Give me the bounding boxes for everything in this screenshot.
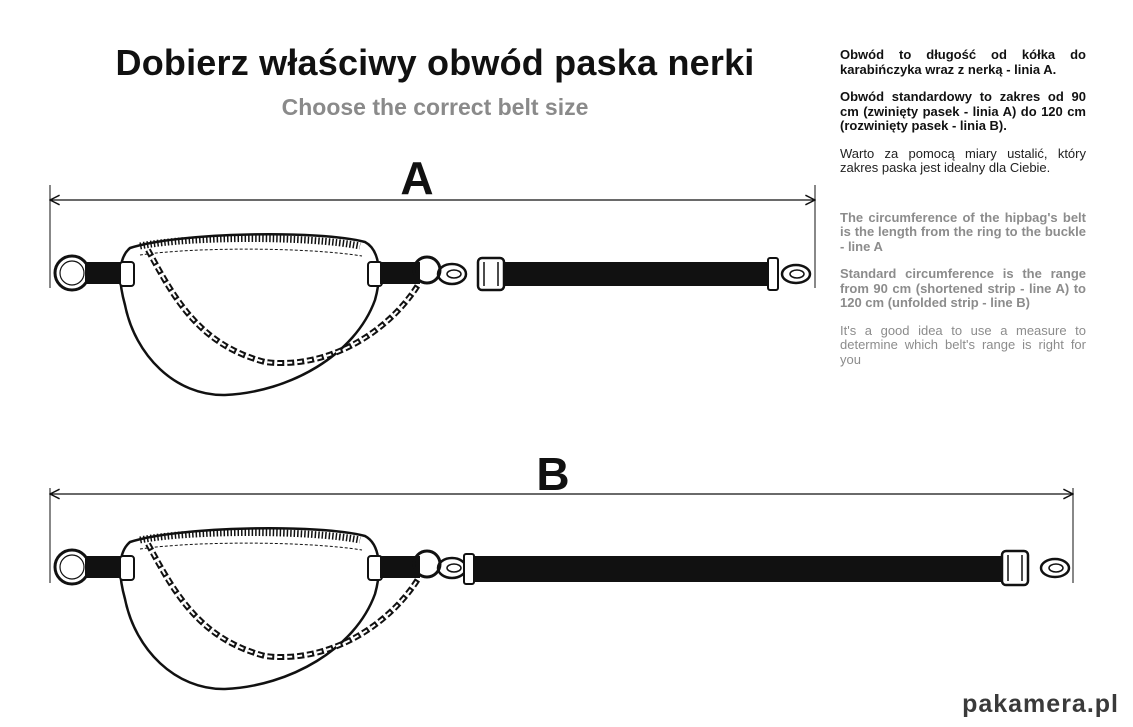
page-title: Dobierz właściwy obwód paska nerki — [115, 42, 755, 83]
note-en-advice: It's a good idea to use a measure to determine which belt's range is right for you — [840, 322, 1086, 367]
buckle-icon — [478, 258, 504, 290]
bag-body-icon — [120, 234, 379, 395]
note-pl-definition: Obwód to długość od kółka do karabińczyka wraz z nerką - linia A. — [840, 47, 1086, 77]
hipbag-a — [55, 234, 810, 395]
belt-strap-icon — [504, 262, 771, 286]
note-en-standard-range: Standard circumference is the range from 90 cm (shortened strip - line A) to 120 cm (unfolded strip - line B) — [840, 266, 1086, 310]
note-pl-standard-range: Obwód standardowy to zakres od 90 cm (zwinięty pasek - linia A) do 120 cm (rozwinięty pasek - linia B). — [840, 89, 1086, 133]
hipbag-b — [55, 528, 1069, 689]
note-pl-advice: Warto za pomocą miary ustalić, który zakres paska jest idealny dla Ciebie. — [840, 145, 1086, 175]
note-en-definition: The circumference of the hipbag's belt is the length from the ring to the buckle - line A — [840, 209, 1086, 254]
watermark: pakamera.pl — [962, 690, 1119, 718]
line-b-label: B — [536, 448, 570, 500]
carabiner-icon — [438, 264, 466, 284]
line-a-label: A — [400, 152, 434, 204]
page-subtitle: Choose the correct belt size — [281, 94, 589, 120]
